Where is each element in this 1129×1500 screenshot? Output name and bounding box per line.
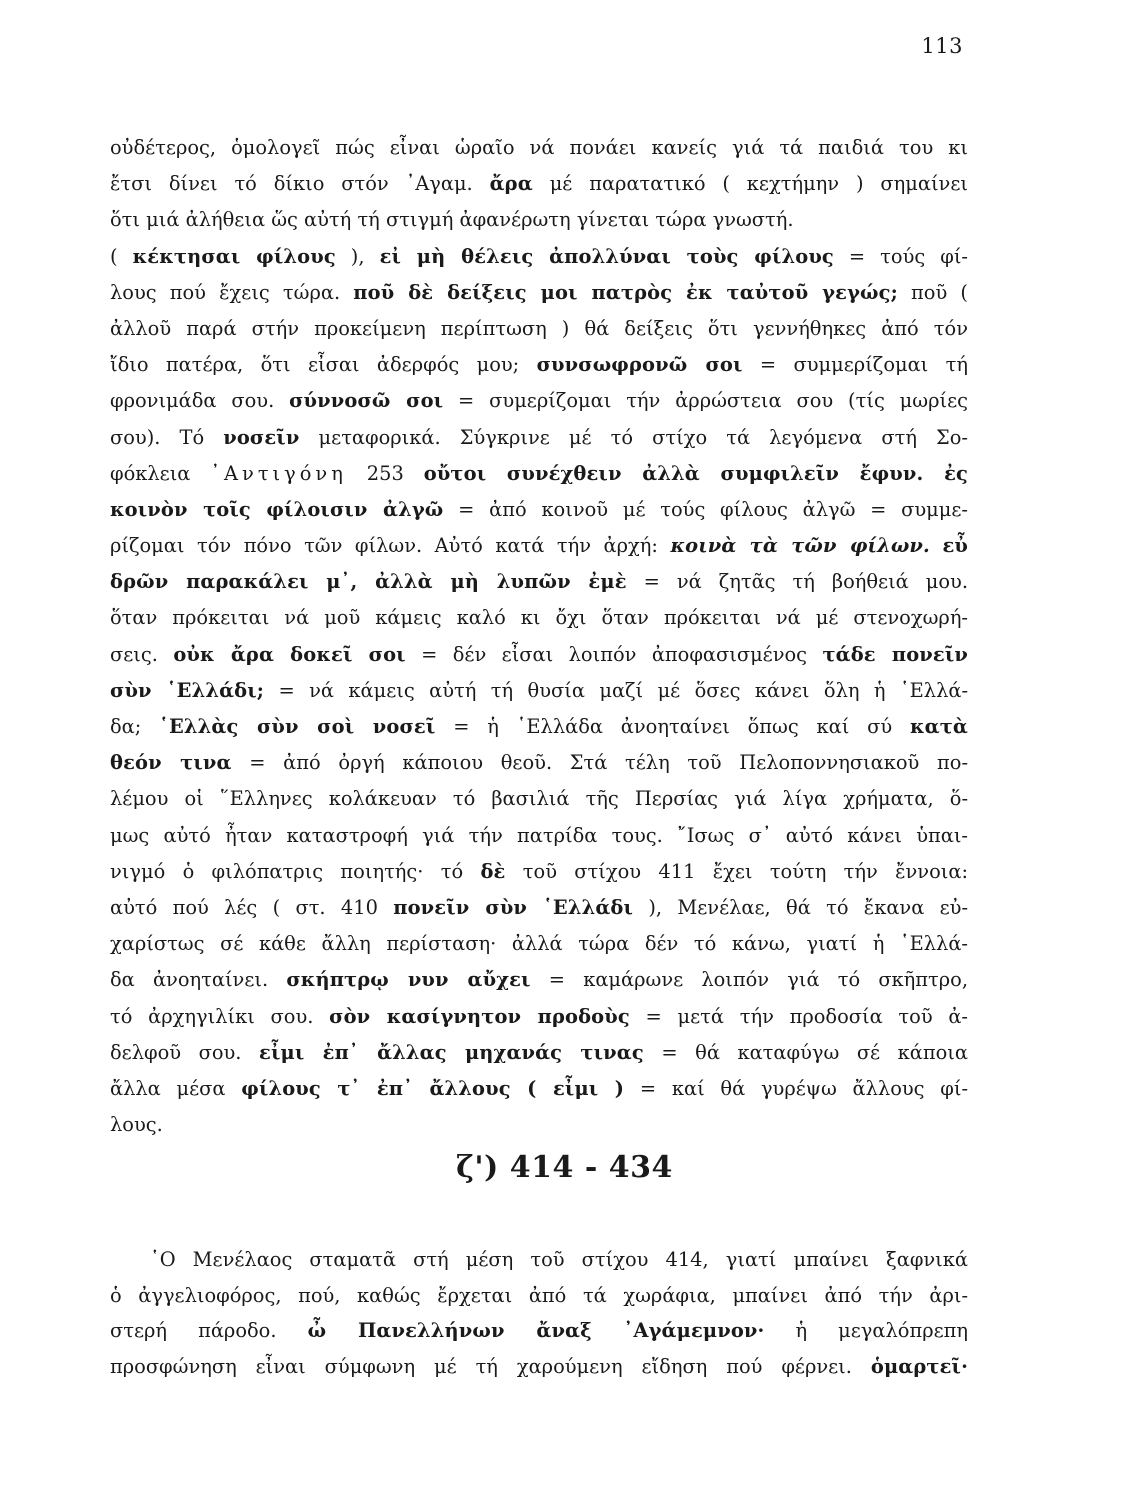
greek-term: εἶμι ἐπ᾿ ἄλλας μηχανάς τινας [259,1040,644,1064]
page-number: 113 [921,34,963,58]
greek-term: θεόν τινα [110,751,232,775]
greek-term: σύννοσῶ σοι [289,389,444,413]
section-heading: ζ') 414 - 434 [456,1150,673,1185]
text-line: χαρίστως σέ κάθε ἄλλη περίσταση· ἀλλά τώρα δέν τό κάνω, γιατί ἡ ῾Ελλά- [110,932,968,956]
text-line: λους. [110,1113,163,1137]
text-line: ὅταν πρόκειται νά μοῦ κάμεις καλό κι ὄχι ὅταν πρόκειται νά μέ στενοχωρή- [110,606,968,630]
text-line: ( κέκτησαι φίλους ), εἰ μὴ θέλεις ἀπολλύναι τοὺς φίλους = τούς φί- [110,244,968,268]
text-line: ἀλλοῦ παρά στήν προκείμενη περίπτωση ) θά δείξεις ὅτι γεννήθηκες ἀπό τόν [110,316,968,340]
text-line: τό ἀρχηγιλίκι σου. σὸν κασίγνητον προδοὺς = μετά τήν προδοσία τοῦ ἀ- [110,1004,968,1028]
commentary-body [110,130,968,1143]
greek-term: εὖ [942,534,969,558]
greek-term: οὐκ ἄρα δοκεῖ σοι [173,642,406,666]
text-line: φόκλεια ᾿Αντιγόνη 253 οὔτοι συνέχθειν ἀλλὰ συμφιλεῖν ἔφυν. ἐς [110,461,968,485]
text-line: λους πού ἔχεις τώρα. ποῦ δὲ δείξεις μοι πατρὸς ἐκ ταὐτοῦ γεγώς; ποῦ ( [110,280,968,304]
greek-term: συνσωφρονῶ σοι [536,353,743,377]
greek-term: ὁμαρτεῖ· [870,1354,968,1378]
text-line: θεόν τινα = ἀπό ὀργή κάποιου θεοῦ. Στά τέλη τοῦ Πελοποννησιακοῦ πο- [110,751,968,775]
greek-term: ὦ Πανελλήνων ἄναξ ᾿Αγάμεμνον· [307,1319,765,1342]
text-line: αὐτό πού λές ( στ. 410 πονεῖν σὺν ῾Ελλάδι ), Μενέλαε, θά τό ἔκανα εὐ- [110,895,968,919]
greek-term: σκήπτρῳ νυν αὔχει [286,968,531,992]
text-line: προσφώνηση εἶναι σύμφωνη μέ τή χαρούμενη εἴδηση πού φέρνει. ὁμαρτεῖ· [110,1354,968,1378]
greek-term: δὲ [480,859,506,883]
text-line: δρῶν παρακάλει μ᾿, ἀλλὰ μὴ λυπῶν ἐμὲ = νά ζητᾶς τή βοήθειά μου. [110,570,968,594]
text-line: ῾Ο Μενέλαος σταματᾶ στή μέση τοῦ στίχου 414, γιατί μπαίνει ξαφνικά [150,1248,968,1271]
text-line: φρονιμάδα σου. σύννοσῶ σοι = συμερίζομαι τήν ἀρρώστεια σου (τίς μωρίες [110,389,968,413]
spaced-title: ᾿Αντιγόνη [210,461,347,485]
greek-term: κατὰ [909,715,969,738]
text-line: ὁ ἀγγελιοφόρος, πού, καθώς ἔρχεται ἀπό τά χωράφια, μπαίνει ἀπό τήν ἀρι- [110,1283,968,1307]
greek-term: κοινὸν τοῖς φίλοισιν ἀλγῶ [110,497,444,521]
text-line: ἄλλα μέσα φίλους τ᾿ ἐπ᾿ ἄλλους ( εἶμι ) = καί θά γυρέψω ἄλλους φί- [110,1076,969,1100]
greek-term: σὺν ῾Ελλάδι; [110,678,265,702]
text-line: ὅτι μιά ἀλήθεια ὥς αὐτή τή στιγμή ἀφανέρωτη γίνεται τώρα γνωστή. [110,208,794,232]
text-line: στερή πάροδο. ὦ Πανελλήνων ἄναξ ᾿Αγάμεμνον· ἡ μεγαλόπρεπη [110,1319,968,1342]
text-line: ρίζομαι τόν πόνο τῶν φίλων. Αὐτό κατά τήν ἀρχή: κοινὰ τὰ τῶν φίλων. εὖ [110,534,969,558]
greek-term: ἄρα [489,172,533,196]
greek-term: ῾Ελλὰς σὺν σοὶ νοσεῖ [159,715,436,738]
text-line: νιγμό ὁ φιλόπατρις ποιητής· τό δὲ τοῦ στίχου 411 ἔχει τούτη τήν ἔννοια: [110,859,969,883]
text-line: μως αὐτό ἦταν καταστροφή γιά τήν πατρίδα τους. ῎Ισως σ᾿ αὐτό κάνει ὑπαι- [110,823,968,847]
text-line: οὐδέτερος, ὁμολογεῖ πώς εἶναι ὡραῖο νά πονάει κανείς γιά τά παιδιά του κι [110,136,968,159]
text-line: λέμου οἱ ῞Ελληνες κολάκευαν τό βασιλιά τῆς Περσίας γιά λίγα χρήματα, ὅ- [110,787,968,811]
greek-term: εἰ μὴ θέλεις ἀπολλύναι τοὺς φίλους [379,244,834,268]
greek-term: κέκτησαι φίλους [132,244,336,268]
text-line: σεις. οὐκ ἄρα δοκεῖ σοι = δέν εἶσαι λοιπόν ἀποφασισμένος τάδε πονεῖν [110,642,968,666]
text-line: ἔτσι δίνει τό δίκιο στόν ᾿Αγαμ. ἄρα μέ παρατατικό ( κεχτήμην ) σημαίνει [110,172,968,196]
greek-term: τάδε πονεῖν [822,642,968,666]
greek-term: νοσεῖν [223,425,300,449]
greek-term: δρῶν παρακάλει μ᾿, ἀλλὰ μὴ λυπῶν ἐμὲ [110,570,627,594]
text-line: δα; ῾Ελλὰς σὺν σοὶ νοσεῖ = ἡ ῾Ελλάδα ἀνοηταίνει ὅπως καί σύ κατὰ [110,715,969,738]
section-body [110,1242,968,1384]
text-line: δα ἀνοηταίνει. σκήπτρῳ νυν αὔχει = καμάρωνε λοιπόν γιά τό σκῆπτρο, [110,968,968,992]
greek-quote: κοινὰ τὰ τῶν φίλων. [670,534,930,558]
greek-term: σὸν κασίγνητον προδοὺς [329,1004,630,1028]
greek-term: πονεῖν σὺν ῾Ελλάδι [393,895,634,919]
text-line: κοινὸν τοῖς φίλοισιν ἀλγῶ = ἀπό κοινοῦ μέ τούς φίλους ἀλγῶ = συμμε- [110,497,968,521]
greek-term: ποῦ δὲ δείξεις μοι πατρὸς ἐκ ταὐτοῦ γεγώς; [353,280,898,304]
greek-term: οὔτοι συνέχθειν ἀλλὰ συμφιλεῖν ἔφυν. ἐς [423,461,968,485]
text-line: σου). Τό νοσεῖν μεταφορικά. Σύγκρινε μέ τό στίχο τά λεγόμενα στή Σο- [110,425,968,449]
text-line: δελφοῦ σου. εἶμι ἐπ᾿ ἄλλας μηχανάς τινας = θά καταφύγω σέ κάποια [110,1040,968,1064]
text-line: σὺν ῾Ελλάδι; = νά κάμεις αὐτή τή θυσία μαζί μέ ὅσες κάνει ὅλη ἡ ῾Ελλά- [110,678,969,702]
text-line: ἴδιο πατέρα, ὅτι εἶσαι ἀδερφός μου; συνσωφρονῶ σοι = συμμερίζομαι τή [110,353,969,377]
greek-term: φίλους τ᾿ ἐπ᾿ ἄλλους ( εἶμι ) [241,1076,625,1100]
